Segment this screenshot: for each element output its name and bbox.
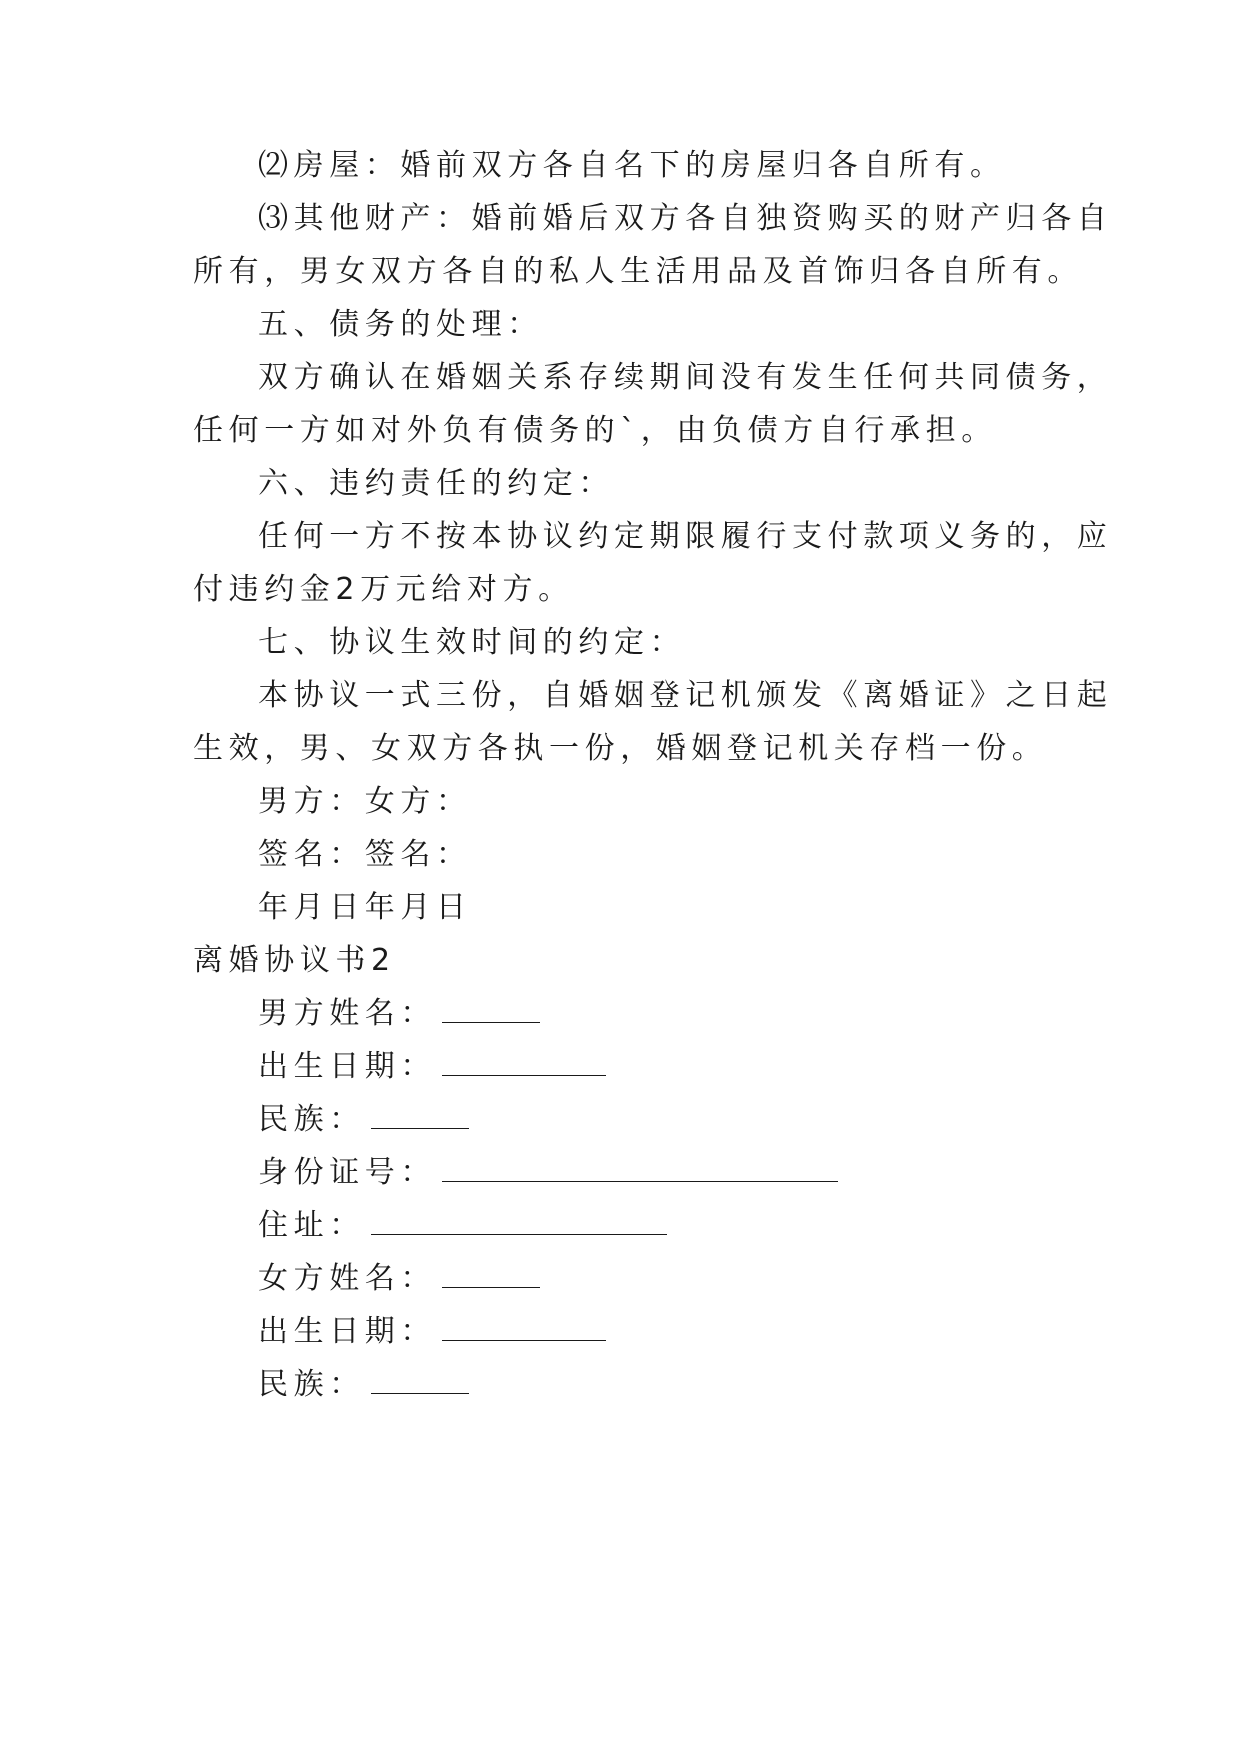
blank-underline	[442, 1261, 540, 1288]
field-label: 民族：	[258, 1102, 365, 1137]
field-female-birthdate	[258, 1312, 606, 1352]
blank-underline	[371, 1367, 469, 1394]
blank-underline	[371, 1102, 469, 1129]
paragraph-other-property-cont: 所有，男女双方各自的私人生活用品及首饰归各自所有。	[193, 254, 1083, 289]
field-male-name	[258, 994, 540, 1034]
blank-underline	[442, 996, 540, 1023]
paragraph-debt-cont: 任何一方如对外负有债务的`，由负债方自行承担。	[193, 413, 997, 448]
paragraph-breach: 任何一方不按本协议约定期限履行支付款项义务的，应	[258, 519, 1113, 554]
field-female-name	[258, 1259, 540, 1299]
field-label: 出生日期：	[258, 1049, 436, 1084]
field-label: 身份证号：	[258, 1155, 436, 1190]
field-label: 住址：	[258, 1208, 365, 1243]
field-male-ethnicity	[258, 1100, 469, 1140]
parties-line: 男方：女方：	[258, 784, 472, 819]
second-agreement-title: 离婚协议书2	[193, 943, 396, 978]
field-male-id-number	[258, 1153, 838, 1193]
field-female-ethnicity	[258, 1365, 469, 1405]
blank-underline	[442, 1314, 606, 1341]
field-male-birthdate	[258, 1047, 606, 1087]
paragraph-house: ⑵房屋：婚前双方各自名下的房屋归各自所有。	[258, 148, 1006, 183]
date-line: 年月日年月日	[258, 890, 472, 925]
field-male-address	[258, 1206, 667, 1246]
blank-underline	[442, 1155, 838, 1182]
signature-line: 签名：签名：	[258, 837, 472, 872]
field-label: 出生日期：	[258, 1314, 436, 1349]
blank-underline	[371, 1208, 667, 1235]
paragraph-effective-cont: 生效，男、女双方各执一份，婚姻登记机关存档一份。	[193, 731, 1048, 766]
paragraph-effective: 本协议一式三份，自婚姻登记机颁发《离婚证》之日起	[258, 678, 1113, 713]
field-label: 民族：	[258, 1367, 365, 1402]
paragraph-debt: 双方确认在婚姻关系存续期间没有发生任何共同债务，	[258, 360, 1113, 395]
paragraph-other-property: ⑶其他财产：婚前婚后双方各自独资购买的财产归各自	[258, 201, 1113, 236]
blank-underline	[442, 1049, 606, 1076]
heading-effective: 七、协议生效时间的约定：	[258, 625, 686, 660]
heading-breach: 六、违约责任的约定：	[258, 466, 614, 501]
paragraph-breach-cont: 付违约金2万元给对方。	[193, 572, 574, 607]
heading-debt: 五、债务的处理：	[258, 307, 543, 342]
field-label: 男方姓名：	[258, 996, 436, 1031]
field-label: 女方姓名：	[258, 1261, 436, 1296]
